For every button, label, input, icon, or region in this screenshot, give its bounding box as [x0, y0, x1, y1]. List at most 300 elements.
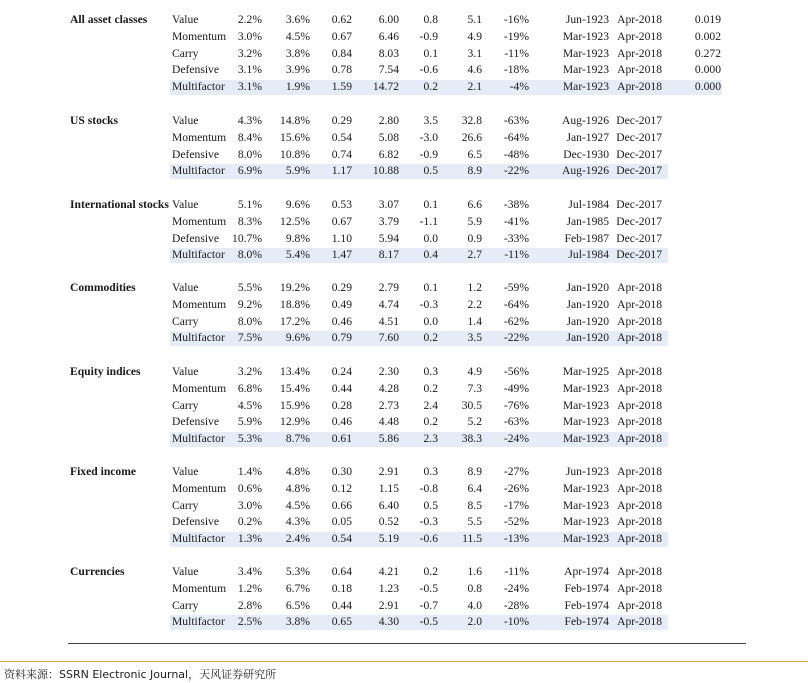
table-cell-c5: 0.2 [423, 381, 438, 395]
table-cell-c3: 0.54 [331, 130, 352, 144]
table-cell-c5: -0.5 [419, 581, 438, 595]
table-cell-c6: 1.6 [467, 565, 482, 578]
table-cell-c6: 8.5 [467, 498, 482, 512]
table-cell-factor: Value [172, 198, 199, 211]
table-cell-end: Apr-2018 [617, 13, 662, 26]
table-cell-c4: 3.79 [378, 214, 399, 228]
table-cell-factor: Momentum [172, 29, 227, 43]
table-cell-c2: 2.4% [285, 532, 310, 546]
table-cell-c4: 3.07 [378, 198, 399, 211]
table-cell-p: 0.019 [694, 13, 721, 26]
table-cell-end: Apr-2018 [617, 80, 662, 94]
table-cell-start: Apr-1974 [564, 565, 609, 578]
table-cell-c7: -76% [503, 398, 529, 412]
table-cell-c1: 3.1% [237, 63, 262, 77]
table-cell-factor: Value [172, 114, 199, 127]
table-cell-factor: Carry [172, 398, 199, 412]
table-cell-c6: 3.1 [467, 46, 482, 60]
table-cell-start: Mar-1923 [562, 432, 609, 446]
table-cell-end: Apr-2018 [617, 615, 662, 629]
group-name: Fixed income [70, 465, 137, 478]
table-cell-c7: -41% [503, 214, 529, 228]
table-cell-c5: -0.9 [419, 29, 438, 43]
table-cell-c5: -0.6 [419, 63, 438, 77]
table-cell-c3: 0.65 [331, 615, 352, 629]
table-cell-c3: 0.12 [331, 481, 352, 495]
table-cell-c1: 0.6% [237, 481, 262, 495]
table-cell-c2: 4.5% [285, 498, 310, 512]
table-cell-c7: -10% [503, 615, 529, 629]
table-cell-start: Feb-1974 [564, 615, 609, 629]
table-cell-c3: 0.29 [331, 281, 352, 294]
table-cell-c1: 8.0% [237, 314, 262, 328]
table-cell-c5: 0.0 [423, 314, 438, 328]
table-cell-factor: Multifactor [172, 248, 225, 262]
table-cell-c7: -26% [503, 481, 529, 495]
table-cell-end: Apr-2018 [617, 365, 662, 378]
table-cell-start: Mar-1923 [562, 515, 609, 529]
table-cell-c6: 4.6 [467, 63, 482, 77]
table-cell-factor: Defensive [172, 147, 219, 161]
table-cell-c2: 10.8% [280, 147, 310, 161]
group-name: International stocks [70, 198, 169, 211]
table-cell-c1: 9.2% [237, 297, 262, 311]
table-cell-end: Dec-2017 [616, 248, 662, 262]
table-cell-factor: Carry [172, 314, 199, 328]
group-name: US stocks [70, 114, 118, 127]
table-cell-c5: -3.0 [419, 130, 438, 144]
table-cell-c3: 0.67 [331, 214, 352, 228]
table-cell-c5: -0.8 [419, 481, 438, 495]
table-cell-c3: 0.74 [331, 147, 352, 161]
table-cell-c7: -28% [503, 598, 529, 612]
table-cell-c3: 0.05 [331, 515, 352, 529]
table-cell-factor: Multifactor [172, 532, 225, 546]
table-cell-c6: 4.9 [467, 365, 482, 378]
table-cell-c5: -1.1 [419, 214, 438, 228]
table-cell-factor: Multifactor [172, 80, 225, 94]
table-cell-c7: -48% [503, 147, 529, 161]
table-cell-c6: 3.5 [467, 331, 482, 345]
table-cell-c3: 0.61 [331, 432, 352, 446]
table-cell-c5: 0.2 [423, 80, 438, 94]
table-cell-c3: 0.64 [331, 565, 352, 578]
table-cell-c1: 1.3% [237, 532, 262, 546]
table-cell-factor: Value [172, 13, 199, 26]
table-cell-start: Jan-1927 [566, 130, 609, 144]
table-cell-end: Apr-2018 [617, 598, 662, 612]
table-cell-c4: 7.60 [378, 331, 399, 345]
table-cell-c6: 1.2 [467, 281, 482, 294]
table-cell-c1: 2.5% [237, 615, 262, 629]
table-cell-start: Feb-1974 [564, 581, 609, 595]
table-cell-start: Mar-1923 [562, 29, 609, 43]
table-cell-c6: 6.4 [467, 481, 482, 495]
table-cell-c4: 2.73 [378, 398, 399, 412]
table-cell-factor: Value [172, 281, 199, 294]
table-cell-c4: 4.28 [378, 381, 399, 395]
table-cell-start: Jan-1920 [566, 281, 609, 294]
table-cell-end: Dec-2017 [616, 147, 662, 161]
table-cell-c4: 14.72 [372, 80, 399, 94]
table-cell-c1: 8.3% [237, 214, 262, 228]
table-cell-c5: 3.5 [423, 114, 438, 127]
table-cell-factor: Multifactor [172, 615, 225, 629]
table-cell-c2: 17.2% [280, 314, 310, 328]
table-cell-start: Jul-1984 [568, 198, 609, 211]
table-cell-c2: 5.9% [285, 164, 310, 178]
table-cell-factor: Momentum [172, 581, 227, 595]
table-cell-c2: 19.2% [280, 281, 310, 294]
table-cell-end: Dec-2017 [616, 130, 662, 144]
table-cell-c1: 6.8% [237, 381, 262, 395]
table-cell-c1: 4.3% [237, 114, 262, 127]
table-cell-c2: 15.4% [280, 381, 310, 395]
table-cell-c2: 6.7% [285, 581, 310, 595]
table-cell-factor: Defensive [172, 63, 219, 77]
table-cell-start: Mar-1923 [562, 80, 609, 94]
table-cell-c1: 10.7% [232, 231, 262, 245]
table-cell-start: Mar-1923 [562, 498, 609, 512]
table-cell-c4: 7.54 [378, 63, 399, 77]
table-cell-c4: 2.91 [378, 598, 399, 612]
table-cell-end: Apr-2018 [617, 432, 662, 446]
table-cell-start: Mar-1923 [562, 398, 609, 412]
table-cell-c2: 8.7% [285, 432, 310, 446]
table-cell-start: Mar-1923 [562, 63, 609, 77]
table-cell-c6: 5.9 [467, 214, 482, 228]
table-cell-end: Dec-2017 [616, 198, 662, 211]
table-cell-c6: 5.1 [467, 13, 482, 26]
table-cell-c6: 7.3 [467, 381, 482, 395]
table-cell-c4: 4.21 [378, 565, 399, 578]
table-cell-c4: 2.79 [378, 281, 399, 294]
table-cell-factor: Value [172, 565, 199, 578]
table-cell-c3: 0.30 [331, 465, 352, 478]
table-cell-start: Jan-1985 [566, 214, 609, 228]
table-cell-c7: -11% [504, 248, 529, 262]
table-cell-c2: 5.3% [285, 565, 310, 578]
table-cell-factor: Value [172, 465, 199, 478]
table-cell-start: Mar-1923 [562, 381, 609, 395]
table-cell-c3: 0.29 [331, 114, 352, 127]
table-cell-c5: 0.5 [423, 498, 438, 512]
table-cell-factor: Carry [172, 46, 199, 60]
table-cell-c3: 1.47 [331, 248, 352, 262]
table-cell-c7: -11% [504, 46, 529, 60]
table-cell-c6: 2.2 [467, 297, 482, 311]
table-cell-c1: 3.2% [237, 46, 262, 60]
table-cell-c7: -63% [503, 114, 529, 127]
table-cell-c6: 1.4 [467, 314, 482, 328]
table-cell-end: Apr-2018 [617, 465, 662, 478]
table-cell-factor: Defensive [172, 515, 219, 529]
table-cell-end: Apr-2018 [617, 532, 662, 546]
table-cell-c1: 3.0% [237, 498, 262, 512]
table-cell-c3: 0.44 [331, 381, 352, 395]
table-cell-c2: 4.3% [285, 515, 310, 529]
table-cell-c1: 1.4% [237, 465, 262, 478]
table-cell-start: Aug-1926 [561, 114, 609, 127]
table-cell-c2: 18.8% [280, 297, 310, 311]
table-cell-c2: 6.5% [285, 598, 310, 612]
table-cell-c6: 38.3 [461, 432, 482, 446]
table-cell-end: Dec-2017 [616, 114, 662, 127]
table-cell-end: Apr-2018 [617, 381, 662, 395]
table-cell-c4: 6.00 [378, 13, 399, 26]
table-cell-end: Apr-2018 [617, 515, 662, 529]
table-cell-c5: -0.9 [419, 147, 438, 161]
table-cell-c4: 10.88 [372, 164, 399, 178]
table-cell-c2: 9.8% [285, 231, 310, 245]
table-cell-c7: -63% [503, 415, 529, 429]
table-cell-c7: -56% [503, 365, 529, 378]
table-cell-c6: 30.5 [461, 398, 482, 412]
table-cell-p: 0.000 [694, 63, 721, 77]
table-cell-c7: -22% [503, 331, 529, 345]
table-cell-c1: 3.0% [237, 29, 262, 43]
table-cell-c5: -0.3 [419, 297, 438, 311]
table-cell-end: Dec-2017 [616, 164, 662, 178]
table-cell-end: Apr-2018 [617, 415, 662, 429]
table-cell-c4: 0.52 [378, 515, 399, 529]
table-cell-start: Jul-1984 [568, 248, 609, 262]
table-cell-c1: 8.0% [237, 248, 262, 262]
table-cell-c4: 4.74 [378, 297, 399, 311]
table-cell-c5: 0.0 [423, 231, 438, 245]
table-cell-c3: 0.79 [331, 331, 352, 345]
table-cell-c5: 0.1 [423, 198, 438, 211]
table-cell-c1: 0.2% [237, 515, 262, 529]
table-cell-c7: -64% [503, 297, 529, 311]
table-cell-c3: 1.59 [331, 80, 352, 94]
table-cell-c2: 4.8% [285, 465, 310, 478]
table-cell-c1: 5.5% [237, 281, 262, 294]
table-cell-c7: -13% [503, 532, 529, 546]
table-cell-c1: 5.3% [237, 432, 262, 446]
table-cell-c2: 4.5% [285, 29, 310, 43]
footer-rule [0, 661, 808, 662]
table-cell-c3: 1.17 [331, 164, 352, 178]
table-cell-c6: 11.5 [462, 532, 482, 546]
table-cell-c4: 6.40 [378, 498, 399, 512]
table-cell-c6: 8.9 [467, 164, 482, 178]
table-cell-c5: 0.2 [423, 415, 438, 429]
table-cell-c2: 3.8% [285, 46, 310, 60]
table-cell-factor: Momentum [172, 297, 227, 311]
table-cell-c4: 2.30 [378, 365, 399, 378]
table-cell-c1: 7.5% [237, 331, 262, 345]
table-cell-c4: 8.17 [378, 248, 399, 262]
table-cell-start: Mar-1923 [562, 415, 609, 429]
table-cell-c7: -49% [503, 381, 529, 395]
table-cell-p: 0.272 [694, 46, 721, 60]
table-cell-factor: Value [172, 365, 199, 378]
table-cell-c4: 4.51 [378, 314, 399, 328]
table-cell-c1: 2.8% [237, 598, 262, 612]
table-cell-c7: -11% [504, 565, 529, 578]
table-cell-c4: 6.46 [378, 29, 399, 43]
table-cell-c7: -24% [503, 581, 529, 595]
table-cell-c1: 8.0% [237, 147, 262, 161]
table-cell-c5: -0.6 [419, 532, 438, 546]
table-cell-c3: 0.44 [331, 598, 352, 612]
table-cell-c2: 4.8% [285, 481, 310, 495]
table-cell-c2: 15.6% [280, 130, 310, 144]
table-cell-c4: 2.80 [378, 114, 399, 127]
table-cell-factor: Momentum [172, 381, 227, 395]
table-cell-end: Apr-2018 [617, 281, 662, 294]
table-cell-c6: 8.9 [467, 465, 482, 478]
table-cell-c1: 5.1% [237, 198, 262, 211]
table-cell-c4: 1.15 [378, 481, 399, 495]
table-cell-c7: -16% [503, 13, 529, 26]
table-cell-end: Apr-2018 [617, 46, 662, 60]
table-cell-end: Apr-2018 [617, 498, 662, 512]
table-cell-end: Apr-2018 [617, 314, 662, 328]
table-cell-c2: 3.8% [285, 615, 310, 629]
table-cell-c3: 0.78 [331, 63, 352, 77]
table-cell-c5: -0.7 [419, 598, 438, 612]
table-cell-c6: 2.7 [467, 248, 482, 262]
table-cell-c6: 26.6 [461, 130, 482, 144]
table-cell-factor: Defensive [172, 231, 219, 245]
table-cell-c5: 0.1 [423, 46, 438, 60]
table-cell-c4: 5.86 [378, 432, 399, 446]
table-cell-c2: 5.4% [285, 248, 310, 262]
table-cell-c5: 2.3 [423, 432, 438, 446]
table-cell-end: Apr-2018 [617, 63, 662, 77]
table-cell-c7: -33% [503, 231, 529, 245]
table-cell-c3: 0.46 [331, 314, 352, 328]
table-cell-start: Feb-1974 [564, 598, 609, 612]
table-cell-end: Apr-2018 [617, 331, 662, 345]
table-cell-c6: 6.5 [467, 147, 482, 161]
table-cell-factor: Carry [172, 598, 199, 612]
group-name: Commodities [70, 281, 136, 294]
table-cell-c3: 0.66 [331, 498, 352, 512]
table-cell-start: Feb-1987 [564, 231, 609, 245]
table-cell-c7: -38% [503, 198, 529, 211]
table-cell-end: Apr-2018 [617, 29, 662, 43]
table-cell-c6: 2.1 [467, 80, 482, 94]
table-cell-c1: 3.1% [237, 80, 262, 94]
table-cell-c7: -4% [509, 80, 529, 94]
table-cell-c3: 0.46 [331, 415, 352, 429]
table-cell-c2: 14.8% [280, 114, 310, 127]
table-cell-end: Apr-2018 [617, 297, 662, 311]
table-cell-c4: 8.03 [378, 46, 399, 60]
table-cell-c6: 4.9 [467, 29, 482, 43]
table-cell-start: Mar-1923 [562, 532, 609, 546]
table-cell-c1: 2.2% [237, 13, 262, 26]
table-cell-start: Dec-1930 [563, 147, 609, 161]
table-cell-c5: 2.4 [423, 398, 438, 412]
table-cell-c2: 12.9% [280, 415, 310, 429]
table-cell-factor: Multifactor [172, 331, 225, 345]
table-cell-c7: -22% [503, 164, 529, 178]
table-cell-start: Mar-1923 [562, 46, 609, 60]
table-cell-c3: 0.24 [331, 365, 352, 378]
table-cell-c4: 5.19 [378, 532, 399, 546]
table-cell-c6: 5.2 [467, 415, 482, 429]
table-cell-c3: 0.84 [331, 46, 352, 60]
table-cell-factor: Multifactor [172, 432, 225, 446]
table-cell-start: Jun-1923 [565, 13, 609, 26]
table-cell-c1: 6.9% [237, 164, 262, 178]
table-cell-c2: 15.9% [280, 398, 310, 412]
table-cell-c5: 0.8 [423, 13, 438, 26]
table-cell-c5: -0.5 [419, 615, 438, 629]
table-cell-c5: 0.1 [423, 281, 438, 294]
table-cell-c6: 6.6 [467, 198, 482, 211]
table-cell-c1: 5.9% [237, 415, 262, 429]
table-cell-c4: 4.30 [378, 615, 399, 629]
table-cell-c3: 0.53 [331, 198, 352, 211]
table-cell-start: Jan-1920 [566, 331, 609, 345]
table-cell-c1: 1.2% [237, 581, 262, 595]
table-cell-c3: 0.67 [331, 29, 352, 43]
table-cell-c3: 0.49 [331, 297, 352, 311]
table-cell-factor: Momentum [172, 481, 227, 495]
table-cell-c5: 0.4 [423, 248, 438, 262]
group-name: All asset classes [70, 13, 148, 26]
table-cell-c1: 4.5% [237, 398, 262, 412]
table-cell-c4: 4.48 [378, 415, 399, 429]
table-cell-c2: 13.4% [280, 365, 310, 378]
table-cell-c7: -19% [503, 29, 529, 43]
table-cell-start: Jan-1920 [566, 297, 609, 311]
table-cell-end: Apr-2018 [617, 581, 662, 595]
table-cell-c2: 1.9% [285, 80, 310, 94]
table-cell-factor: Defensive [172, 415, 219, 429]
group-name: Equity indices [70, 365, 141, 378]
table-cell-c5: 0.3 [423, 465, 438, 478]
table-cell-c6: 32.8 [461, 114, 482, 127]
table-cell-c7: -64% [503, 130, 529, 144]
table-cell-c2: 9.6% [285, 198, 310, 211]
table-cell-c4: 5.94 [378, 231, 399, 245]
table-cell-c3: 0.62 [331, 13, 352, 26]
table-cell-p: 0.002 [694, 29, 721, 43]
table-cell-end: Apr-2018 [617, 398, 662, 412]
table-cell-c3: 1.10 [331, 231, 352, 245]
table-cell-start: Aug-1926 [561, 164, 609, 178]
table-cell-start: Jun-1923 [565, 465, 609, 478]
table-cell-c4: 5.08 [378, 130, 399, 144]
table-cell-start: Mar-1925 [562, 365, 609, 378]
table-cell-c6: 0.8 [467, 581, 482, 595]
table-cell-end: Dec-2017 [616, 214, 662, 228]
table-cell-c5: 0.5 [423, 164, 438, 178]
table-cell-c7: -62% [503, 314, 529, 328]
table-bottom-rule [68, 643, 746, 644]
source-note: 资料来源：SSRN Electronic Journal，天风证券研究所 [4, 668, 277, 681]
table-cell-factor: Multifactor [172, 164, 225, 178]
table-cell-c7: -59% [503, 281, 529, 294]
table-cell-c4: 1.23 [378, 581, 399, 595]
table-cell-c7: -18% [503, 63, 529, 77]
table-cell-c2: 12.5% [280, 214, 310, 228]
table-cell-c6: 4.0 [467, 598, 482, 612]
table-cell-c1: 8.4% [237, 130, 262, 144]
table-cell-c4: 2.91 [378, 465, 399, 478]
table-cell-c7: -17% [503, 498, 529, 512]
table-cell-end: Apr-2018 [617, 481, 662, 495]
table-cell-c7: -24% [503, 432, 529, 446]
table-cell-c7: -27% [503, 465, 529, 478]
group-name: Currencies [70, 565, 125, 578]
